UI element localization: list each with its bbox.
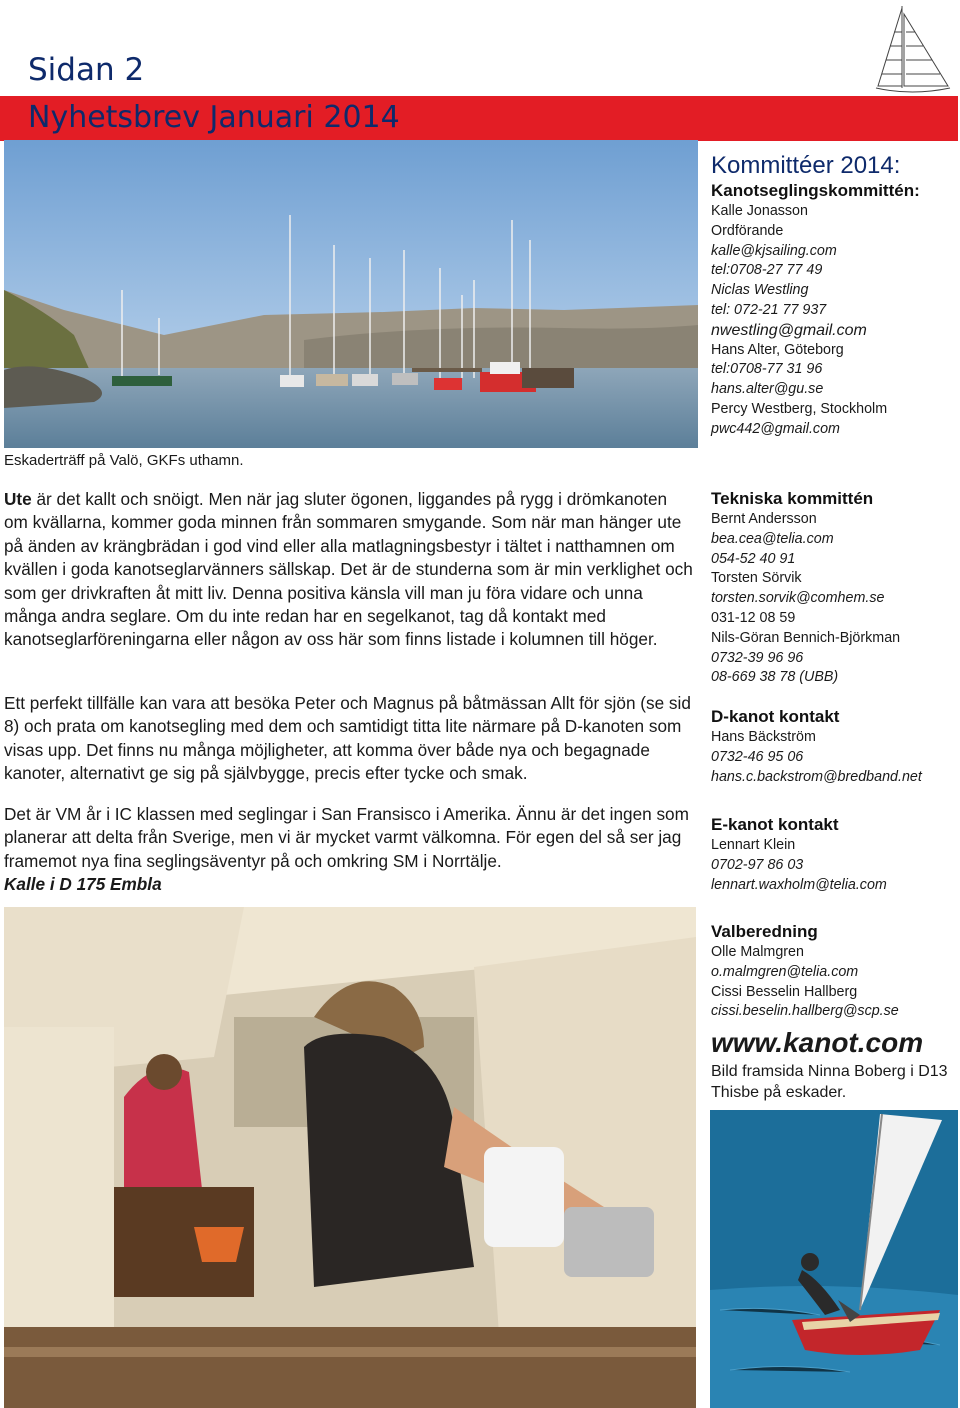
contact-phone: tel:0708-27 77 49 xyxy=(711,262,823,279)
contact-phone: 031-12 08 59 xyxy=(711,609,796,626)
photo-caption: Eskaderträff på Valö, GKFs uthamn. xyxy=(4,452,244,469)
tent-cooking-photo xyxy=(4,907,696,1408)
contact-name: Torsten Sörvik xyxy=(711,570,802,587)
ekanot-contact xyxy=(711,814,959,895)
article-paragraph-2: Ett perfekt tillfälle kan vara att besöka Peter och Magnus på båtmässan Allt för sjön (se sid 8) och prata om kanotsegling med dem och samtidigt titta lite närmare på D-kanoten som visas upp. Det finns nu många möjligheter, att komma över både nya och begagnade kanoter, alternativt ge sig på självbygge, precis efter tycke och smak. xyxy=(4,693,691,784)
contact-phone: 0732-39 96 96 xyxy=(711,649,804,666)
contact-email[interactable]: o.malmgren@telia.com xyxy=(711,963,859,980)
contact-email[interactable]: torsten.sorvik@comhem.se xyxy=(711,590,885,607)
contact-email[interactable]: nwestling@gmail.com xyxy=(711,321,867,339)
sailboat-logo xyxy=(872,4,952,96)
article-paragraph-3: Det är VM år i IC klassen med seglingar i San Fransisco i Amerika. Ännu är det ingen som planerar att delta från Sverige, men vi är mycket varmt välkomna. För egen del så ser jag framemot nya fina seglingsäventyr på och omkring SM i Norrtälje. xyxy=(4,804,689,871)
committees-sidebar xyxy=(711,152,959,440)
contact-name: Percy Westberg, Stockholm xyxy=(711,400,888,417)
contact-email[interactable]: lennart.waxholm@telia.com xyxy=(711,876,887,893)
newsletter-title: Nyhetsbrev Januari 2014 xyxy=(28,100,400,135)
dkanot-contact-title: D-kanot kontakt xyxy=(711,707,840,726)
contact-email[interactable]: hans.alter@gu.se xyxy=(711,381,824,398)
contact-phone: 0702-97 86 03 xyxy=(711,856,804,873)
contact-name: Olle Malmgren xyxy=(711,944,804,960)
contact-email[interactable]: pwc442@gmail.com xyxy=(711,420,840,437)
article-lead-word: Ute xyxy=(4,489,32,509)
dkanot-contact xyxy=(711,706,959,787)
cover-photo-credit: Bild framsida Ninna Boberg i D13 Thisbe på eskader. xyxy=(711,1063,948,1101)
contact-name: Kalle Jonasson xyxy=(711,203,808,219)
sailing-canoe-photo xyxy=(710,1110,958,1408)
contact-email[interactable]: hans.c.backstrom@bredband.net xyxy=(711,768,922,785)
contact-name: Nils-Göran Bennich-Björkman xyxy=(711,629,901,646)
tekniska-committee-title: Tekniska kommittén xyxy=(711,489,874,508)
contact-email[interactable]: kalle@kjsailing.com xyxy=(711,242,837,259)
contact-name: Bernt Andersson xyxy=(711,511,817,527)
contact-name: Hans Alter, Göteborg xyxy=(711,341,844,358)
harbor-photo xyxy=(4,140,698,448)
kanotsegling-committee-title: Kanotseglingskommittén: xyxy=(711,181,920,200)
tekniska-committee xyxy=(711,488,959,688)
article-signature: Kalle i D 175 Embla xyxy=(4,874,162,894)
contact-email[interactable]: cissi.beselin.hallberg@scp.se xyxy=(711,1003,899,1020)
contact-role: Ordförande xyxy=(711,222,784,239)
ekanot-contact-title: E-kanot kontakt xyxy=(711,815,839,834)
article-paragraph-1-text: är det kallt och snöigt. Men när jag sluter ögonen, liggandes på rygg i drömkanoten om kvällarna, kommer goda minnen från sommaren smygande. Som när man hänger ute på änden av krängbrädan i god vind eller alla matlagningsbestyr i tältet i natthamnen om kvällen i goda kanotseglarvänners sällskap. Det är de stunderna som är min verklighet och som ger drivkraften åt mitt liv. Denna positiva känsla vill man ju föra vidare och unna många andra seglare. Om du inte redan har en segelkanot, tag då kontakt med kanotseglarföreningarna eller någon av oss här som finns listade i kolumnen till höger. xyxy=(4,489,693,650)
committees-heading: Kommittéer 2014: xyxy=(711,152,901,179)
contact-email[interactable]: bea.cea@telia.com xyxy=(711,530,834,547)
contact-phone: 0732-46 95 06 xyxy=(711,748,804,765)
page-number: Sidan 2 xyxy=(28,52,145,88)
contact-phone: 08-669 38 78 (UBB) xyxy=(711,669,839,686)
website-link[interactable]: www.kanot.com xyxy=(711,1027,924,1058)
contact-name: Hans Bäckström xyxy=(711,729,816,745)
contact-phone: tel: 072-21 77 937 xyxy=(711,301,827,318)
valberedning-contact xyxy=(711,921,959,1022)
valberedning-title: Valberedning xyxy=(711,922,818,941)
contact-phone: tel:0708-77 31 96 xyxy=(711,361,823,378)
contact-name: Niclas Westling xyxy=(711,282,809,299)
contact-phone: 054-52 40 91 xyxy=(711,550,796,567)
article-paragraph-1 xyxy=(4,488,694,652)
contact-name: Lennart Klein xyxy=(711,837,796,853)
contact-name: Cissi Besselin Hallberg xyxy=(711,983,858,1000)
